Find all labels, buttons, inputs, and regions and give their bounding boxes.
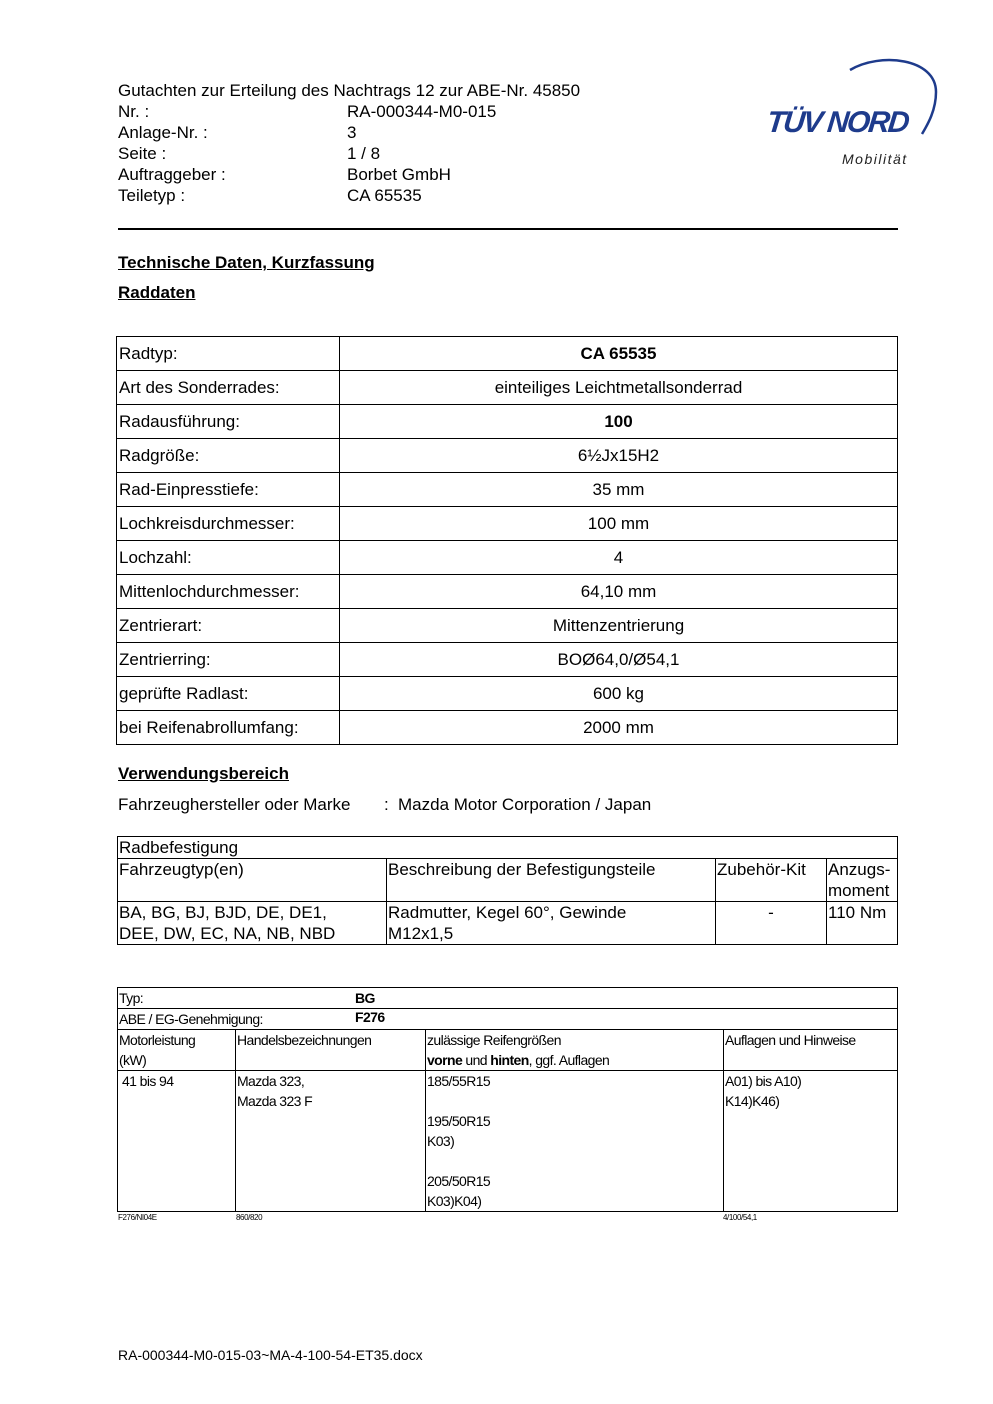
motor-line2: (kW) bbox=[119, 1052, 147, 1068]
gutachten-title: Gutachten zur Erteilung des Nachtrags 12 zur ABE-Nr. 45850 bbox=[118, 81, 581, 100]
header-motorleistung bbox=[118, 1030, 236, 1071]
radbefestigung-title: Radbefestigung bbox=[118, 837, 898, 859]
raddaten-value: CA 65535 bbox=[340, 337, 898, 371]
typ-table bbox=[117, 987, 898, 1212]
raddaten-table bbox=[116, 336, 898, 745]
cell-beschreibung bbox=[387, 902, 716, 945]
header-zubehoer-kit: Zubehör-Kit bbox=[716, 859, 827, 902]
raddaten-value: 100 mm bbox=[340, 507, 898, 541]
typen-line2: DEE, DW, EC, NA, NB, NBD bbox=[119, 924, 336, 943]
reifen-entry: K03)K04) bbox=[427, 1193, 482, 1209]
reifen-entry: 205/50R15 bbox=[427, 1173, 491, 1189]
header-value: 1 / 8 bbox=[347, 144, 381, 163]
cell-reifen bbox=[426, 1071, 724, 1212]
raddaten-row bbox=[117, 439, 898, 473]
raddaten-value: 600 kg bbox=[340, 677, 898, 711]
cell-motor: 41 bis 94 bbox=[118, 1071, 236, 1212]
raddaten-row bbox=[117, 337, 898, 371]
reifen-hinten: hinten bbox=[490, 1052, 529, 1068]
raddaten-value: Mittenzentrierung bbox=[340, 609, 898, 643]
header-auflagen: Auflagen und Hinweise bbox=[724, 1030, 898, 1071]
header-label: Teiletyp : bbox=[118, 186, 186, 205]
reifen-und: und bbox=[462, 1052, 491, 1068]
header-reifengroessen bbox=[426, 1030, 724, 1071]
header-row-anlage bbox=[0, 122, 700, 143]
beschr-line1: Radmutter, Kegel 60°, Gewinde bbox=[388, 903, 627, 922]
raddaten-row bbox=[117, 541, 898, 575]
raddaten-row bbox=[117, 575, 898, 609]
header-anzugsmoment bbox=[827, 859, 898, 902]
raddaten-row bbox=[117, 371, 898, 405]
header-row-seite bbox=[0, 143, 700, 164]
abe-label: ABE / EG-Genehmigung: bbox=[119, 1011, 263, 1027]
cell-auflagen bbox=[724, 1071, 898, 1212]
cell-fahrzeugtypen bbox=[118, 902, 387, 945]
raddaten-value: 64,10 mm bbox=[340, 575, 898, 609]
abe-value: F276 bbox=[355, 1009, 385, 1025]
raddaten-value: einteiliges Leichtmetallsonderrad bbox=[340, 371, 898, 405]
header-row-nr bbox=[0, 101, 700, 122]
raddaten-key: Radgröße: bbox=[117, 439, 340, 473]
auflagen-line1: A01) bis A10) bbox=[725, 1073, 802, 1089]
typ-value: BG bbox=[355, 990, 375, 1006]
header-label: Seite : bbox=[118, 144, 167, 163]
raddaten-row bbox=[117, 643, 898, 677]
raddaten-value: 100 bbox=[340, 405, 898, 439]
header-handelsbezeichnungen: Handelsbezeichnungen bbox=[236, 1030, 426, 1071]
reifen-entry bbox=[427, 1151, 722, 1171]
header-label: Auftraggeber : bbox=[118, 165, 226, 184]
typ-row bbox=[118, 988, 898, 1009]
footer-code-left: F276/NI04E bbox=[118, 1213, 157, 1222]
raddaten-key: Zentrierring: bbox=[117, 643, 340, 677]
raddaten-key: Zentrierart: bbox=[117, 609, 340, 643]
typ-label: Typ: bbox=[119, 990, 144, 1006]
header-fahrzeugtyp: Fahrzeugtyp(en) bbox=[118, 859, 387, 902]
header-divider bbox=[118, 228, 898, 230]
raddaten-key: Lochkreisdurchmesser: bbox=[117, 507, 340, 541]
beschr-line2: M12x1,5 bbox=[388, 924, 454, 943]
section-technische-daten: Technische Daten, Kurzfassung bbox=[118, 253, 375, 272]
header-label: Anlage-Nr. : bbox=[118, 123, 208, 142]
hersteller-label: Fahrzeughersteller oder Marke bbox=[118, 795, 351, 814]
reifen-rest: , ggf. Auflagen bbox=[528, 1052, 610, 1068]
raddaten-key: geprüfte Radlast: bbox=[117, 677, 340, 711]
auflagen-line2: K14)K46) bbox=[725, 1093, 780, 1109]
raddaten-key: Radausführung: bbox=[117, 405, 340, 439]
motor-line1: Motorleistung bbox=[119, 1032, 196, 1048]
header-label: Nr. : bbox=[118, 102, 150, 121]
header-anzug-line2: moment bbox=[828, 881, 890, 900]
raddaten-key: Art des Sonderrades: bbox=[117, 371, 340, 405]
hersteller-line bbox=[118, 795, 818, 817]
raddaten-key: bei Reifenabrollumfang: bbox=[117, 711, 340, 745]
logo-subtitle: Mobilität bbox=[842, 151, 908, 167]
handel-line1: Mazda 323, bbox=[237, 1073, 305, 1089]
raddaten-row bbox=[117, 609, 898, 643]
raddaten-key: Rad-Einpresstiefe: bbox=[117, 473, 340, 507]
reifen-line1: zulässige Reifengrößen bbox=[427, 1032, 561, 1048]
section-raddaten: Raddaten bbox=[118, 283, 196, 302]
header-row-auftraggeber bbox=[0, 164, 700, 185]
raddaten-value: 35 mm bbox=[340, 473, 898, 507]
raddaten-row bbox=[117, 473, 898, 507]
reifen-entry bbox=[427, 1091, 722, 1111]
handel-line2: Mazda 323 F bbox=[237, 1093, 313, 1109]
raddaten-row bbox=[117, 677, 898, 711]
hersteller-separator: : bbox=[384, 795, 389, 814]
reifen-entry: 185/55R15 bbox=[427, 1073, 491, 1089]
raddaten-value: 2000 mm bbox=[340, 711, 898, 745]
footer-code-right: 4/100/54,1 bbox=[723, 1213, 757, 1222]
raddaten-value: 6½Jx15H2 bbox=[340, 439, 898, 473]
reifen-entry: 195/50R15 bbox=[427, 1113, 491, 1129]
raddaten-key: Radtyp: bbox=[117, 337, 340, 371]
raddaten-key: Lochzahl: bbox=[117, 541, 340, 575]
header-row-teiletyp bbox=[0, 185, 700, 206]
file-footer: RA-000344-M0-015-03~MA-4-100-54-ET35.docx bbox=[118, 1347, 423, 1363]
header-beschreibung: Beschreibung der Befestigungsteile bbox=[387, 859, 716, 902]
reifen-vorne: vorne bbox=[427, 1052, 463, 1068]
section-verwendungsbereich: Verwendungsbereich bbox=[118, 764, 289, 783]
raddaten-row bbox=[117, 711, 898, 745]
header-value: RA-000344-M0-015 bbox=[347, 102, 497, 121]
cell-anzugsmoment: 110 Nm bbox=[827, 902, 898, 945]
hersteller-value: Mazda Motor Corporation / Japan bbox=[398, 795, 652, 814]
tuv-nord-logo: TÜV NORD bbox=[765, 106, 910, 139]
raddaten-value: BOØ64,0/Ø54,1 bbox=[340, 643, 898, 677]
header-anzug-line1: Anzugs- bbox=[828, 860, 891, 879]
abe-row bbox=[118, 1009, 898, 1030]
raddaten-key: Mittenlochdurchmesser: bbox=[117, 575, 340, 609]
header-value: 3 bbox=[347, 123, 357, 142]
reifen-entry: K03) bbox=[427, 1133, 455, 1149]
cell-handel bbox=[236, 1071, 426, 1212]
raddaten-value: 4 bbox=[340, 541, 898, 575]
raddaten-row bbox=[117, 405, 898, 439]
header-value: CA 65535 bbox=[347, 186, 422, 205]
typen-line1: BA, BG, BJ, BJD, DE, DE1, bbox=[119, 903, 327, 922]
raddaten-row bbox=[117, 507, 898, 541]
header-value: Borbet GmbH bbox=[347, 165, 451, 184]
radbefestigung-table bbox=[117, 836, 898, 945]
cell-zubehoer-kit: - bbox=[716, 902, 827, 945]
footer-code-mid: 860/820 bbox=[236, 1213, 263, 1222]
